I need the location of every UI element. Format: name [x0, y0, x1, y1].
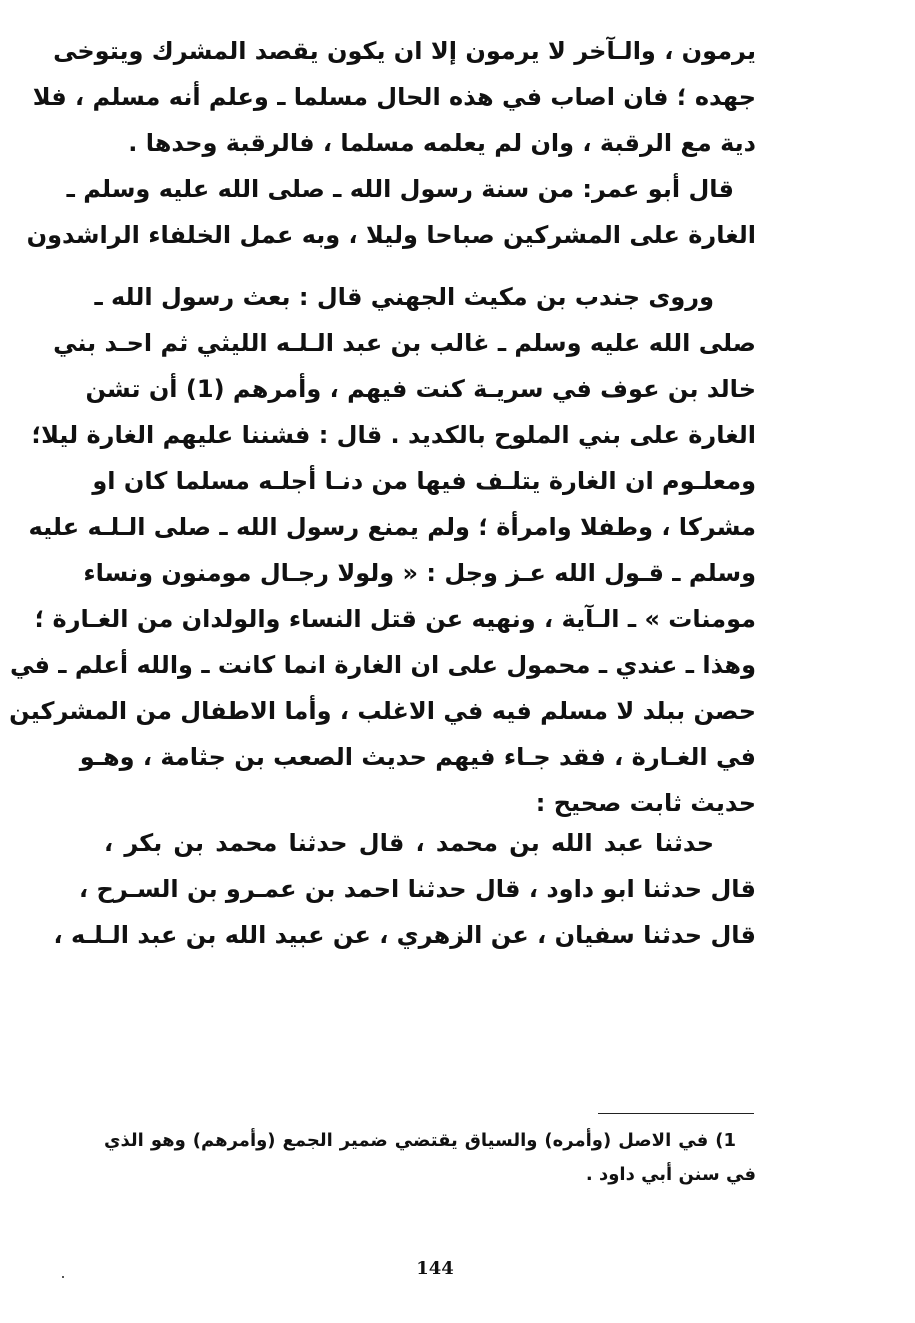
- footnote-divider: [598, 1113, 754, 1114]
- text-line: مومنات » ـ الـآية ، ونهيه عن قتل النساء والولدان من الغـارة ؛: [34, 605, 756, 633]
- footnote-line: 1) في الاصل (وأمره) والسياق يقتضي ضمير الجمع (وأمرهم) وهو الذي: [104, 1130, 736, 1151]
- text-line: وهذا ـ عندي ـ محمول على ان الغارة انما كانت ـ والله أعلم ـ في: [9, 651, 756, 679]
- text-line: جهده ؛ فان اصاب في هذه الحال مسلما ـ وعلم أنه مسلم ، فلا: [32, 83, 756, 111]
- text-line: حدثنا عبد الله بن محمد ، قال حدثنا محمد بن بكر ،: [104, 829, 714, 857]
- text-line: حصن ببلد لا مسلم فيه في الاغلب ، وأما الاطفال من المشركين: [9, 697, 756, 725]
- text-line: خالد بن عوف في سريـة كنت فيهم ، وأمرهم (1) أن تشن: [85, 375, 756, 403]
- text-line: صلى الله عليه وسلم ـ غالب بن عبد الـلـه الليثي ثم احـد بني: [53, 329, 756, 357]
- footnote: [104, 1124, 756, 1192]
- text-line: وروى جندب بن مكيث الجهني قال : بعث رسول الله ـ: [94, 283, 714, 311]
- text-line: يرمون ، والـآخر لا يرمون إلا ان يكون يقصد المشرك ويتوخى: [53, 37, 756, 65]
- text-line: قال حدثنا ابو داود ، قال حدثنا احمد بن عمـرو بن السـرح ،: [79, 875, 756, 903]
- scan-speck: [62, 1276, 64, 1278]
- text-line: قال أبو عمر: من سنة رسول الله ـ صلى الله عليه وسلم ـ: [66, 175, 734, 203]
- text-line: وسلم ـ قـول الله عـز وجل : « ولولا رجـال مومنون ونساء: [83, 559, 756, 587]
- text-line: ومعلـوم ان الغارة يتلـف فيها من دنـا أجلـه مسلما كان او: [92, 467, 756, 495]
- text-line: الغارة على المشركين صباحا وليلا ، وبه عمل الخلفاء الراشدون: [26, 221, 756, 249]
- page-number: 144: [416, 1258, 454, 1279]
- text-line: في الغـارة ، فقد جـاء فيهم حديث الصعب بن جثامة ، وهـو: [79, 743, 756, 771]
- paragraph-1: [32, 28, 756, 166]
- text-line: الغارة على بني الملوح بالكديد . قال : فشننا عليهم الغارة ليلا؛: [31, 421, 756, 449]
- paragraph-3: [9, 274, 756, 826]
- text-line: دية مع الرقبة ، وان لم يعلمه مسلما ، فالرقبة وحدها .: [128, 129, 756, 157]
- paragraph-2: [26, 166, 756, 258]
- paragraph-4: [53, 820, 756, 958]
- text-line: قال حدثنا سفيان ، عن الزهري ، عن عبيد الله بن عبد الـلـه ،: [53, 921, 756, 949]
- footnote-line: في سنن أبي داود .: [585, 1164, 756, 1185]
- text-line: حديث ثابت صحيح :: [535, 789, 756, 817]
- text-line: مشركا ، وطفلا وامرأة ؛ ولم يمنع رسول الله ـ صلى الـلـه عليه: [28, 513, 756, 541]
